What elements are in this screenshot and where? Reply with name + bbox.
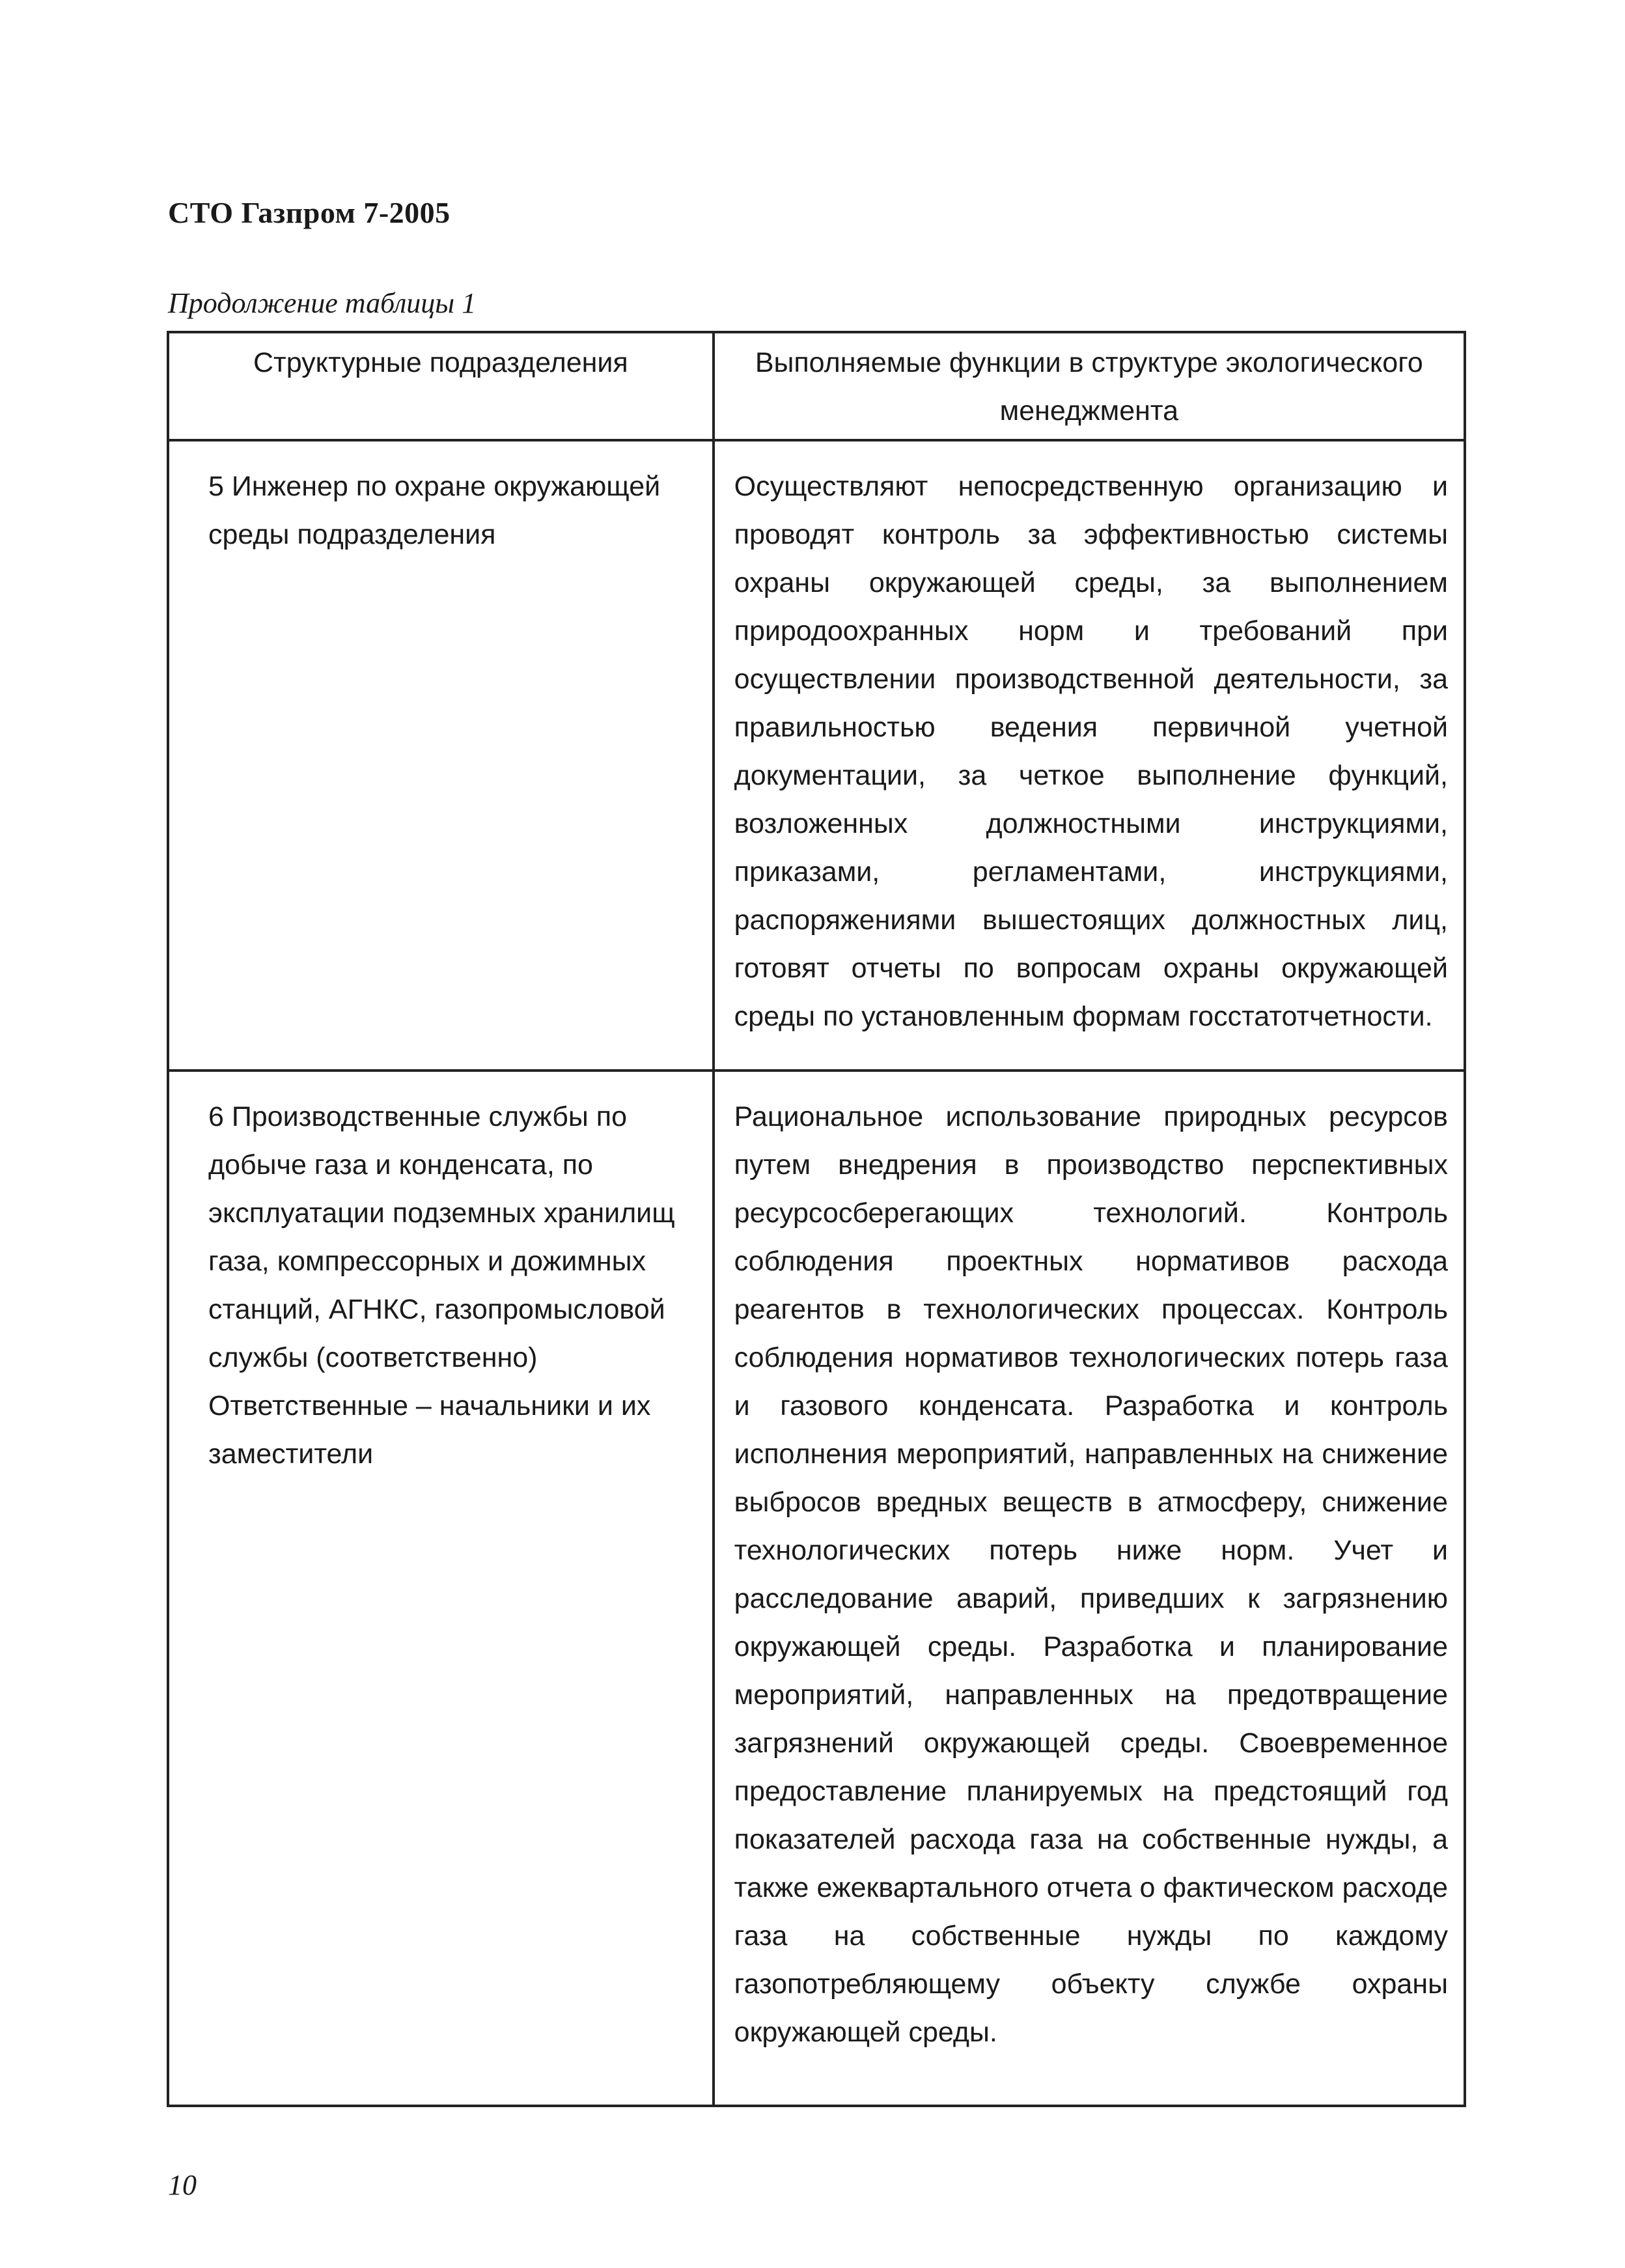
functions-table	[167, 331, 1466, 2107]
column-header-units: Структурные подразделения	[168, 332, 714, 440]
table-row	[168, 1071, 1465, 2106]
unit-cell: 6 Производственные службы по добыче газа и конденсата, по эксплуатации подземных хранилищ газа, компрессорных и дожимных станций, АГНКС, газопромысловой службы (соответственно) Ответственные – начальники и их заместители	[168, 1071, 714, 2106]
column-header-functions: Выполняемые функции в структуре экологического менеджмента	[714, 332, 1465, 440]
table-caption: Продолжение таблицы 1	[168, 287, 477, 319]
document-code: СТО Газпром 7-2005	[168, 196, 451, 229]
unit-cell: 5 Инженер по охране окружающей среды подразделения	[168, 440, 714, 1071]
functions-cell: Осуществляют непосредственную организацию и проводят контроль за эффективностью системы охраны окружающей среды, за выполнением природоохранных норм и требований при осуществлении производственной деятельности, за правильностью ведения первичной учетной документации, за четкое выполнение функций, возложенных должностными инструкциями, приказами, регламентами, инструкциями, распоряжениями вышестоящих должностных лиц, готовят отчеты по вопросам охраны окружающей среды по установленным формам госстатотчетности.	[714, 440, 1465, 1071]
page-number: 10	[168, 2169, 197, 2201]
table-header-row	[168, 332, 1465, 440]
table-row	[168, 440, 1465, 1071]
functions-cell: Рациональное использование природных ресурсов путем внедрения в производство перспективных ресурсосберегающих технологий. Контроль соблюдения проектных нормативов расхода реагентов в технологических процессах. Контроль соблюдения нормативов технологических потерь газа и газового конденсата. Разработка и контроль исполнения мероприятий, направленных на снижение выбросов вредных веществ в атмосферу, снижение технологических потерь ниже норм. Учет и расследование аварий, приведших к загрязнению окружающей среды. Разработка и планирование мероприятий, направленных на предотвращение загрязнений окружающей среды. Своевременное предоставление планируемых на предстоящий год показателей расхода газа на собственные нужды, а также ежеквартального отчета о фактическом расходе газа на собственные нужды по каждому газопотребляющему объекту службе охраны окружающей среды.	[714, 1071, 1465, 2106]
